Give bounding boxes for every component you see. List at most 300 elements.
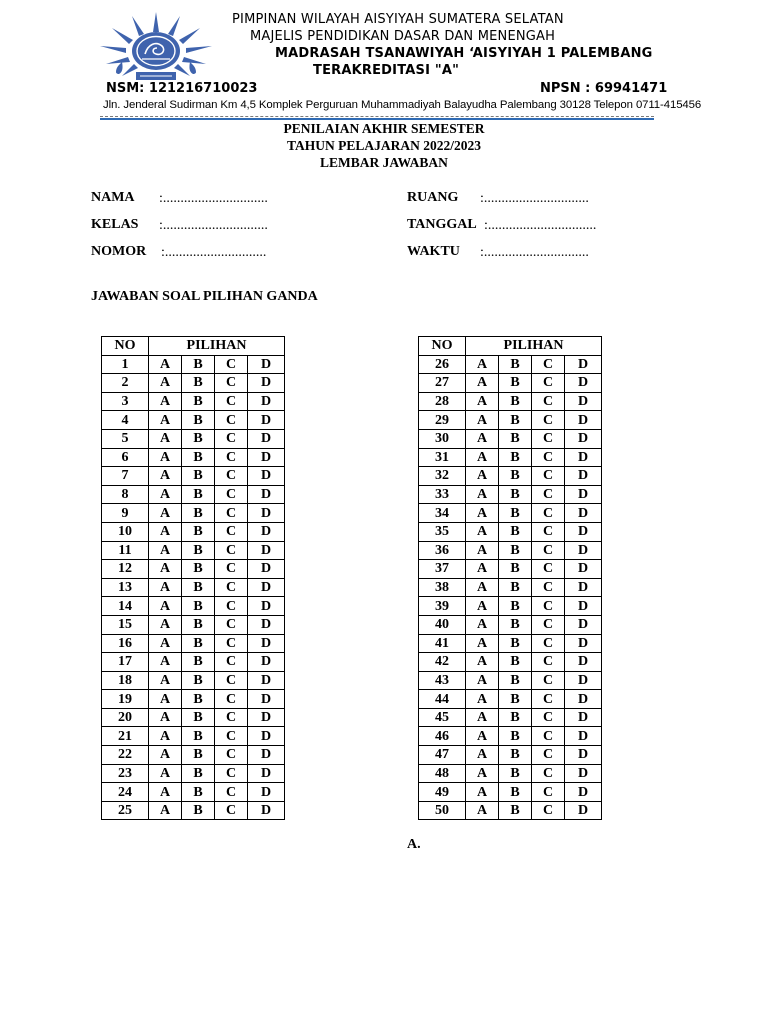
table-row bbox=[419, 727, 602, 746]
option-a[interactable]: A bbox=[149, 653, 182, 672]
option-a[interactable]: A bbox=[466, 764, 499, 783]
option-a[interactable]: A bbox=[466, 448, 499, 467]
table-row bbox=[102, 615, 285, 634]
option-b[interactable]: B bbox=[499, 615, 532, 634]
option-c[interactable]: C bbox=[215, 764, 248, 783]
option-d[interactable]: D bbox=[248, 801, 285, 820]
question-number: 18 bbox=[102, 671, 149, 690]
option-b[interactable]: B bbox=[499, 467, 532, 486]
option-b[interactable]: B bbox=[499, 429, 532, 448]
field-ruang-label: RUANG bbox=[407, 190, 459, 205]
option-c[interactable]: C bbox=[532, 448, 565, 467]
question-number: 20 bbox=[102, 708, 149, 727]
field-nomor-blank[interactable]: :............................. bbox=[161, 245, 267, 260]
question-number: 11 bbox=[102, 541, 149, 560]
option-d[interactable]: D bbox=[248, 541, 285, 560]
question-number: 4 bbox=[102, 411, 149, 430]
option-b[interactable]: B bbox=[182, 560, 215, 579]
table-row bbox=[102, 597, 285, 616]
table-row bbox=[419, 504, 602, 523]
option-b[interactable]: B bbox=[182, 485, 215, 504]
option-d[interactable]: D bbox=[248, 467, 285, 486]
option-b[interactable]: B bbox=[499, 708, 532, 727]
option-d[interactable]: D bbox=[248, 504, 285, 523]
option-c[interactable]: C bbox=[215, 467, 248, 486]
option-c[interactable]: C bbox=[532, 429, 565, 448]
option-a[interactable]: A bbox=[466, 690, 499, 709]
option-d[interactable]: D bbox=[565, 355, 602, 374]
table-row bbox=[102, 801, 285, 820]
option-a[interactable]: A bbox=[466, 653, 499, 672]
option-b[interactable]: B bbox=[499, 411, 532, 430]
option-c[interactable]: C bbox=[532, 560, 565, 579]
table-row bbox=[102, 708, 285, 727]
option-a[interactable]: A bbox=[149, 392, 182, 411]
option-c[interactable]: C bbox=[215, 429, 248, 448]
answer-table-right bbox=[418, 336, 602, 820]
option-d[interactable]: D bbox=[565, 504, 602, 523]
sheet-title: LEMBAR JAWABAN bbox=[320, 155, 448, 170]
option-b[interactable]: B bbox=[182, 671, 215, 690]
question-number: 42 bbox=[419, 653, 466, 672]
option-c[interactable]: C bbox=[532, 578, 565, 597]
option-a[interactable]: A bbox=[466, 429, 499, 448]
option-d[interactable]: D bbox=[248, 448, 285, 467]
table-row bbox=[102, 411, 285, 430]
header-no: NO bbox=[419, 337, 466, 356]
option-a[interactable]: A bbox=[149, 746, 182, 765]
question-number: 14 bbox=[102, 597, 149, 616]
option-d[interactable]: D bbox=[248, 746, 285, 765]
option-c[interactable]: C bbox=[215, 615, 248, 634]
option-a[interactable]: A bbox=[466, 560, 499, 579]
field-kelas-blank[interactable]: :.............................. bbox=[159, 218, 268, 233]
option-b[interactable]: B bbox=[499, 727, 532, 746]
option-c[interactable]: C bbox=[532, 653, 565, 672]
option-d[interactable]: D bbox=[248, 615, 285, 634]
table-row bbox=[102, 429, 285, 448]
header-nsm: NSM: 121216710023 bbox=[106, 81, 258, 96]
question-number: 43 bbox=[419, 671, 466, 690]
option-a[interactable]: A bbox=[466, 522, 499, 541]
option-c[interactable]: C bbox=[215, 746, 248, 765]
field-waktu-label: WAKTU bbox=[407, 244, 460, 259]
option-d[interactable]: D bbox=[248, 634, 285, 653]
option-c[interactable]: C bbox=[532, 727, 565, 746]
header-divider-dashed bbox=[100, 116, 654, 117]
option-c[interactable]: C bbox=[215, 504, 248, 523]
question-number: 8 bbox=[102, 485, 149, 504]
option-b[interactable]: B bbox=[499, 746, 532, 765]
option-c[interactable]: C bbox=[532, 522, 565, 541]
option-d[interactable]: D bbox=[565, 690, 602, 709]
option-d[interactable]: D bbox=[248, 374, 285, 393]
option-b[interactable]: B bbox=[499, 634, 532, 653]
table-row bbox=[419, 801, 602, 820]
option-a[interactable]: A bbox=[149, 615, 182, 634]
table-row bbox=[102, 392, 285, 411]
question-number: 47 bbox=[419, 746, 466, 765]
option-c[interactable]: C bbox=[532, 708, 565, 727]
option-c[interactable]: C bbox=[215, 801, 248, 820]
table-row bbox=[419, 615, 602, 634]
option-b[interactable]: B bbox=[499, 355, 532, 374]
table-row bbox=[102, 485, 285, 504]
option-a[interactable]: A bbox=[466, 411, 499, 430]
option-a[interactable]: A bbox=[149, 597, 182, 616]
option-a[interactable]: A bbox=[149, 727, 182, 746]
option-a[interactable]: A bbox=[149, 429, 182, 448]
table-row bbox=[419, 653, 602, 672]
option-b[interactable]: B bbox=[499, 597, 532, 616]
question-number: 48 bbox=[419, 764, 466, 783]
option-b[interactable]: B bbox=[182, 708, 215, 727]
option-d[interactable]: D bbox=[248, 708, 285, 727]
option-b[interactable]: B bbox=[182, 374, 215, 393]
table-row bbox=[102, 448, 285, 467]
option-c[interactable]: C bbox=[215, 485, 248, 504]
option-c[interactable]: C bbox=[532, 374, 565, 393]
question-number: 7 bbox=[102, 467, 149, 486]
option-d[interactable]: D bbox=[565, 541, 602, 560]
table-row bbox=[102, 727, 285, 746]
option-d[interactable]: D bbox=[565, 671, 602, 690]
option-c[interactable]: C bbox=[532, 411, 565, 430]
option-a[interactable]: A bbox=[149, 374, 182, 393]
option-c[interactable]: C bbox=[215, 671, 248, 690]
option-a[interactable]: A bbox=[149, 522, 182, 541]
option-a[interactable]: A bbox=[466, 541, 499, 560]
option-c[interactable]: C bbox=[215, 597, 248, 616]
option-b[interactable]: B bbox=[499, 485, 532, 504]
option-b[interactable]: B bbox=[182, 653, 215, 672]
option-a[interactable]: A bbox=[149, 560, 182, 579]
option-d[interactable]: D bbox=[565, 764, 602, 783]
option-a[interactable]: A bbox=[466, 746, 499, 765]
question-number: 26 bbox=[419, 355, 466, 374]
section-a-label: A. bbox=[407, 837, 421, 852]
option-b[interactable]: B bbox=[182, 634, 215, 653]
option-b[interactable]: B bbox=[182, 597, 215, 616]
question-number: 12 bbox=[102, 560, 149, 579]
option-d[interactable]: D bbox=[565, 374, 602, 393]
header-accreditation: TERAKREDITASI "A" bbox=[313, 63, 460, 78]
header-pilihan: PILIHAN bbox=[149, 337, 285, 356]
option-c[interactable]: C bbox=[532, 764, 565, 783]
option-d[interactable]: D bbox=[248, 653, 285, 672]
option-c[interactable]: C bbox=[532, 485, 565, 504]
option-c[interactable]: C bbox=[532, 355, 565, 374]
option-b[interactable]: B bbox=[182, 392, 215, 411]
section-title: JAWABAN SOAL PILIHAN GANDA bbox=[91, 289, 318, 304]
question-number: 40 bbox=[419, 615, 466, 634]
option-d[interactable]: D bbox=[565, 560, 602, 579]
question-number: 15 bbox=[102, 615, 149, 634]
option-d[interactable]: D bbox=[565, 467, 602, 486]
question-number: 30 bbox=[419, 429, 466, 448]
table-row bbox=[102, 746, 285, 765]
option-d[interactable]: D bbox=[565, 708, 602, 727]
option-a[interactable]: A bbox=[466, 578, 499, 597]
option-c[interactable]: C bbox=[215, 355, 248, 374]
option-d[interactable]: D bbox=[248, 560, 285, 579]
option-d[interactable]: D bbox=[248, 578, 285, 597]
option-a[interactable]: A bbox=[466, 355, 499, 374]
option-d[interactable]: D bbox=[565, 429, 602, 448]
option-c[interactable]: C bbox=[532, 615, 565, 634]
option-b[interactable]: B bbox=[499, 392, 532, 411]
table-row bbox=[419, 597, 602, 616]
option-a[interactable]: A bbox=[149, 708, 182, 727]
option-c[interactable]: C bbox=[215, 634, 248, 653]
option-d[interactable]: D bbox=[248, 411, 285, 430]
option-b[interactable]: B bbox=[499, 671, 532, 690]
option-c[interactable]: C bbox=[532, 801, 565, 820]
option-d[interactable]: D bbox=[565, 578, 602, 597]
option-c[interactable]: C bbox=[215, 727, 248, 746]
question-number: 44 bbox=[419, 690, 466, 709]
option-a[interactable]: A bbox=[149, 355, 182, 374]
question-number: 28 bbox=[419, 392, 466, 411]
option-d[interactable]: D bbox=[248, 392, 285, 411]
option-c[interactable]: C bbox=[215, 560, 248, 579]
table-row bbox=[102, 653, 285, 672]
option-d[interactable]: D bbox=[565, 653, 602, 672]
option-d[interactable]: D bbox=[248, 522, 285, 541]
option-d[interactable]: D bbox=[565, 727, 602, 746]
option-b[interactable]: B bbox=[499, 522, 532, 541]
question-number: 23 bbox=[102, 764, 149, 783]
question-number: 45 bbox=[419, 708, 466, 727]
option-b[interactable]: B bbox=[182, 541, 215, 560]
table-row bbox=[419, 578, 602, 597]
field-ruang-blank[interactable]: :.............................. bbox=[480, 191, 589, 206]
option-c[interactable]: C bbox=[532, 746, 565, 765]
option-b[interactable]: B bbox=[182, 467, 215, 486]
option-c[interactable]: C bbox=[215, 411, 248, 430]
option-a[interactable]: A bbox=[466, 467, 499, 486]
option-b[interactable]: B bbox=[182, 429, 215, 448]
option-a[interactable]: A bbox=[466, 485, 499, 504]
table-row bbox=[419, 411, 602, 430]
option-a[interactable]: A bbox=[466, 504, 499, 523]
table-row bbox=[419, 485, 602, 504]
option-a[interactable]: A bbox=[466, 634, 499, 653]
option-c[interactable]: C bbox=[532, 671, 565, 690]
option-d[interactable]: D bbox=[565, 597, 602, 616]
school-logo bbox=[96, 10, 216, 82]
question-number: 37 bbox=[419, 560, 466, 579]
option-b[interactable]: B bbox=[499, 764, 532, 783]
option-a[interactable]: A bbox=[149, 411, 182, 430]
option-d[interactable]: D bbox=[248, 764, 285, 783]
option-b[interactable]: B bbox=[182, 764, 215, 783]
question-number: 3 bbox=[102, 392, 149, 411]
table-row bbox=[102, 504, 285, 523]
option-a[interactable]: A bbox=[149, 764, 182, 783]
field-nama-label: NAMA bbox=[91, 190, 135, 205]
option-b[interactable]: B bbox=[499, 653, 532, 672]
question-number: 22 bbox=[102, 746, 149, 765]
option-c[interactable]: C bbox=[215, 690, 248, 709]
table-row bbox=[419, 392, 602, 411]
question-number: 19 bbox=[102, 690, 149, 709]
question-number: 16 bbox=[102, 634, 149, 653]
option-a[interactable]: A bbox=[149, 504, 182, 523]
option-b[interactable]: B bbox=[499, 690, 532, 709]
field-nama-blank[interactable]: :.............................. bbox=[159, 191, 268, 206]
option-d[interactable]: D bbox=[565, 485, 602, 504]
option-a[interactable]: A bbox=[149, 541, 182, 560]
table-row bbox=[102, 764, 285, 783]
option-d[interactable]: D bbox=[565, 783, 602, 802]
question-number: 24 bbox=[102, 783, 149, 802]
option-a[interactable]: A bbox=[149, 671, 182, 690]
option-a[interactable]: A bbox=[149, 578, 182, 597]
option-d[interactable]: D bbox=[565, 522, 602, 541]
question-number: 49 bbox=[419, 783, 466, 802]
option-b[interactable]: B bbox=[499, 783, 532, 802]
option-c[interactable]: C bbox=[532, 541, 565, 560]
option-c[interactable]: C bbox=[532, 392, 565, 411]
option-d[interactable]: D bbox=[248, 783, 285, 802]
option-b[interactable]: B bbox=[182, 355, 215, 374]
option-b[interactable]: B bbox=[499, 578, 532, 597]
option-b[interactable]: B bbox=[499, 374, 532, 393]
option-b[interactable]: B bbox=[499, 504, 532, 523]
table-row bbox=[419, 783, 602, 802]
option-d[interactable]: D bbox=[565, 634, 602, 653]
option-c[interactable]: C bbox=[215, 708, 248, 727]
option-a[interactable]: A bbox=[149, 448, 182, 467]
option-a[interactable]: A bbox=[149, 690, 182, 709]
option-c[interactable]: C bbox=[532, 504, 565, 523]
option-d[interactable]: D bbox=[565, 411, 602, 430]
option-b[interactable]: B bbox=[182, 578, 215, 597]
option-b[interactable]: B bbox=[499, 541, 532, 560]
question-number: 35 bbox=[419, 522, 466, 541]
question-number: 27 bbox=[419, 374, 466, 393]
question-number: 32 bbox=[419, 467, 466, 486]
option-b[interactable]: B bbox=[182, 411, 215, 430]
option-a[interactable]: A bbox=[466, 671, 499, 690]
table-row bbox=[419, 522, 602, 541]
option-c[interactable]: C bbox=[215, 522, 248, 541]
option-a[interactable]: A bbox=[466, 597, 499, 616]
table-row bbox=[102, 578, 285, 597]
option-b[interactable]: B bbox=[182, 504, 215, 523]
option-b[interactable]: B bbox=[182, 448, 215, 467]
question-number: 39 bbox=[419, 597, 466, 616]
option-a[interactable]: A bbox=[466, 801, 499, 820]
field-nomor-label: NOMOR bbox=[91, 244, 147, 259]
option-a[interactable]: A bbox=[466, 708, 499, 727]
question-number: 10 bbox=[102, 522, 149, 541]
table-header-row bbox=[102, 337, 285, 356]
table-row bbox=[102, 355, 285, 374]
option-c[interactable]: C bbox=[215, 374, 248, 393]
option-a[interactable]: A bbox=[149, 783, 182, 802]
field-waktu-blank[interactable]: :.............................. bbox=[480, 245, 589, 260]
option-d[interactable]: D bbox=[248, 690, 285, 709]
question-number: 46 bbox=[419, 727, 466, 746]
option-c[interactable]: C bbox=[215, 392, 248, 411]
option-c[interactable]: C bbox=[532, 783, 565, 802]
option-a[interactable]: A bbox=[466, 392, 499, 411]
question-number: 6 bbox=[102, 448, 149, 467]
option-c[interactable]: C bbox=[215, 653, 248, 672]
option-d[interactable]: D bbox=[565, 392, 602, 411]
table-row bbox=[419, 671, 602, 690]
question-number: 17 bbox=[102, 653, 149, 672]
table-row bbox=[419, 429, 602, 448]
option-b[interactable]: B bbox=[182, 727, 215, 746]
option-d[interactable]: D bbox=[565, 746, 602, 765]
option-d[interactable]: D bbox=[565, 448, 602, 467]
option-b[interactable]: B bbox=[182, 746, 215, 765]
option-b[interactable]: B bbox=[499, 560, 532, 579]
option-a[interactable]: A bbox=[466, 615, 499, 634]
option-b[interactable]: B bbox=[182, 690, 215, 709]
option-d[interactable]: D bbox=[565, 615, 602, 634]
option-d[interactable]: D bbox=[248, 671, 285, 690]
question-number: 36 bbox=[419, 541, 466, 560]
exam-title: PENILAIAN AKHIR SEMESTER bbox=[283, 121, 485, 136]
option-b[interactable]: B bbox=[499, 448, 532, 467]
option-c[interactable]: C bbox=[215, 578, 248, 597]
option-a[interactable]: A bbox=[466, 783, 499, 802]
option-d[interactable]: D bbox=[248, 485, 285, 504]
option-c[interactable]: C bbox=[215, 541, 248, 560]
table-row bbox=[419, 708, 602, 727]
option-c[interactable]: C bbox=[215, 783, 248, 802]
question-number: 2 bbox=[102, 374, 149, 393]
table-row bbox=[419, 746, 602, 765]
header-school-name: MADRASAH TSANAWIYAH ‘AISYIYAH 1 PALEMBANG bbox=[275, 46, 653, 61]
option-d[interactable]: D bbox=[248, 727, 285, 746]
option-a[interactable]: A bbox=[149, 485, 182, 504]
option-d[interactable]: D bbox=[248, 355, 285, 374]
option-a[interactable]: A bbox=[149, 634, 182, 653]
option-b[interactable]: B bbox=[182, 615, 215, 634]
option-d[interactable]: D bbox=[248, 429, 285, 448]
question-number: 13 bbox=[102, 578, 149, 597]
option-a[interactable]: A bbox=[466, 727, 499, 746]
option-d[interactable]: D bbox=[565, 801, 602, 820]
option-b[interactable]: B bbox=[499, 801, 532, 820]
option-c[interactable]: C bbox=[532, 690, 565, 709]
table-row bbox=[419, 374, 602, 393]
option-a[interactable]: A bbox=[149, 467, 182, 486]
field-tanggal-blank[interactable]: :............................... bbox=[484, 218, 597, 233]
option-c[interactable]: C bbox=[532, 634, 565, 653]
question-number: 33 bbox=[419, 485, 466, 504]
question-number: 29 bbox=[419, 411, 466, 430]
table-row bbox=[102, 671, 285, 690]
option-c[interactable]: C bbox=[532, 597, 565, 616]
field-kelas-label: KELAS bbox=[91, 217, 139, 232]
option-a[interactable]: A bbox=[149, 801, 182, 820]
option-b[interactable]: B bbox=[182, 783, 215, 802]
question-number: 21 bbox=[102, 727, 149, 746]
option-c[interactable]: C bbox=[215, 448, 248, 467]
option-b[interactable]: B bbox=[182, 522, 215, 541]
option-b[interactable]: B bbox=[182, 801, 215, 820]
table-row bbox=[419, 541, 602, 560]
option-d[interactable]: D bbox=[248, 597, 285, 616]
option-c[interactable]: C bbox=[532, 467, 565, 486]
option-a[interactable]: A bbox=[466, 374, 499, 393]
